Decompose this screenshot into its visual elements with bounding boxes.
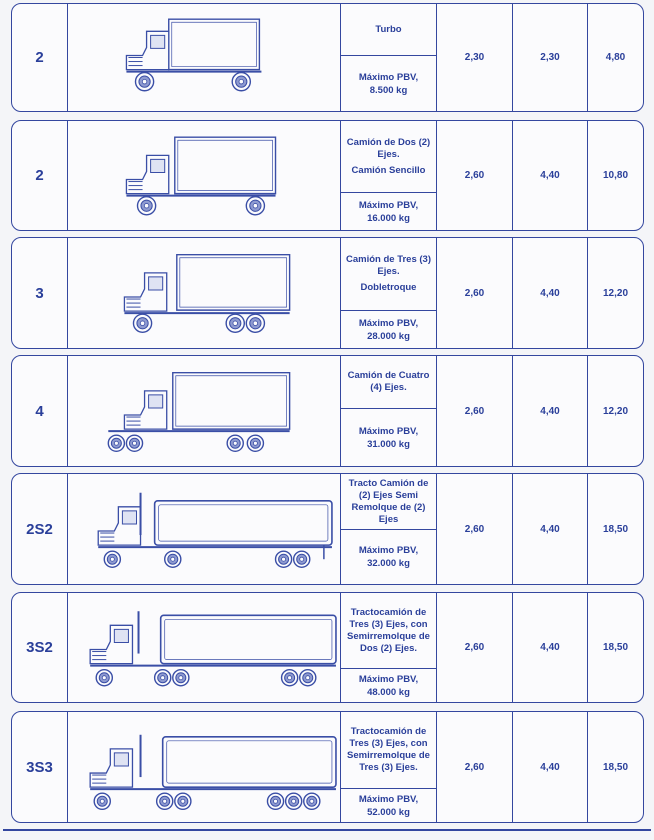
vehicle-code: 2S2 [12, 474, 68, 584]
vehicle-code: 3S2 [12, 593, 68, 702]
max-pbv [341, 529, 436, 584]
height-value: 4,40 [513, 121, 588, 230]
length-value: 18,50 [602, 642, 629, 653]
max-pbv [341, 408, 436, 466]
vehicle-code: 3 [12, 238, 68, 348]
truck-illustration [68, 238, 341, 348]
max-pbv-value: 8.500 kg [369, 84, 408, 96]
width-value: 2,60 [437, 356, 513, 466]
description-cell [341, 593, 437, 702]
truck-illustration [68, 474, 341, 584]
length-value: 12,20 [602, 405, 629, 417]
max-pbv [341, 788, 436, 822]
max-pbv-label: Máximo PBV, [358, 317, 419, 329]
description-cell [341, 4, 437, 111]
vehicle-row [11, 711, 644, 823]
height-value: 4,40 [513, 712, 588, 822]
max-pbv-value: 28.000 kg [367, 330, 410, 342]
height-value: 4,40 [513, 474, 588, 584]
bottom-divider [3, 829, 651, 831]
width-value: 2,60 [437, 121, 513, 230]
max-pbv [341, 668, 436, 702]
max-pbv-label: Máximo PBV, [358, 545, 419, 556]
vehicle-description: Dobletroque [360, 282, 417, 293]
vehicle-description: Tracto Camión de (2) Ejes Semi Remolque de (2) Ejes [348, 477, 429, 525]
max-pbv [341, 55, 436, 111]
vehicle-code: 3S3 [12, 712, 68, 822]
length-value: 10,80 [602, 170, 629, 181]
width-value: 2,60 [437, 593, 513, 702]
vehicle-description: Camión de Tres (3) Ejes. [346, 254, 431, 277]
length-value: 4,80 [605, 52, 626, 63]
vehicle-row [11, 3, 644, 112]
truck-illustration [68, 712, 341, 822]
width-value: 2,60 [437, 238, 513, 348]
max-pbv-label: Máximo PBV, [358, 673, 419, 685]
max-pbv-value: 48.000 kg [367, 686, 410, 698]
tractor-semitrailer-3s2-icon [68, 593, 340, 702]
length-value: 18,50 [602, 761, 629, 773]
vehicle-description: Tractocamión de Tres (3) Ejes, con Semirremolque de Dos (2) Ejes. [347, 606, 430, 654]
height-value: 2,30 [513, 4, 588, 111]
description-cell [341, 121, 437, 230]
max-pbv-value: 52.000 kg [367, 806, 410, 818]
three-axle-truck-icon [68, 238, 340, 348]
width-value: 2,60 [437, 474, 513, 584]
length-value: 12,20 [602, 287, 629, 299]
truck-illustration [68, 593, 341, 702]
vehicle-row [11, 237, 644, 349]
max-pbv-value: 16.000 kg [367, 212, 410, 224]
description-cell [341, 238, 437, 348]
turbo-truck-icon [68, 4, 340, 111]
max-pbv-value: 31.000 kg [367, 438, 410, 450]
width-value: 2,60 [437, 712, 513, 822]
max-pbv-label: Máximo PBV, [358, 425, 419, 437]
tractor-semitrailer-2s2-icon [68, 474, 340, 584]
max-pbv-label: Máximo PBV, [358, 793, 419, 805]
vehicle-row [11, 592, 644, 703]
max-pbv [341, 310, 436, 348]
vehicle-row [11, 473, 644, 585]
height-value: 4,40 [513, 238, 588, 348]
height-value: 4,40 [513, 356, 588, 466]
vehicle-row [11, 355, 644, 467]
tractor-semitrailer-3s3-icon [68, 712, 340, 822]
vehicle-description: Tractocamión de Tres (3) Ejes, con Semirremolque de Tres (3) Ejes. [347, 726, 430, 773]
max-pbv-label: Máximo PBV, [358, 71, 419, 83]
four-axle-truck-icon [68, 356, 340, 466]
max-pbv [341, 192, 436, 230]
length-value: 18,50 [602, 523, 629, 535]
width-value: 2,30 [437, 4, 513, 111]
vehicle-row [11, 120, 644, 231]
truck-illustration [68, 356, 341, 466]
description-cell [341, 356, 437, 466]
max-pbv-value: 32.000 kg [367, 558, 410, 569]
description-cell [341, 712, 437, 822]
description-cell [341, 474, 437, 584]
vehicle-code: 2 [12, 4, 68, 111]
max-pbv-label: Máximo PBV, [358, 199, 419, 211]
truck-illustration [68, 4, 341, 111]
vehicle-code: 4 [12, 356, 68, 466]
two-axle-truck-icon [68, 121, 340, 230]
vehicle-code: 2 [12, 121, 68, 230]
truck-illustration [68, 121, 341, 230]
vehicle-description: Camión de Cuatro (4) Ejes. [347, 370, 430, 393]
vehicle-description: Camión de Dos (2) Ejes. [346, 136, 431, 160]
vehicle-description: Camión Sencillo [351, 164, 426, 176]
height-value: 4,40 [513, 593, 588, 702]
vehicle-description: Turbo [375, 23, 402, 35]
